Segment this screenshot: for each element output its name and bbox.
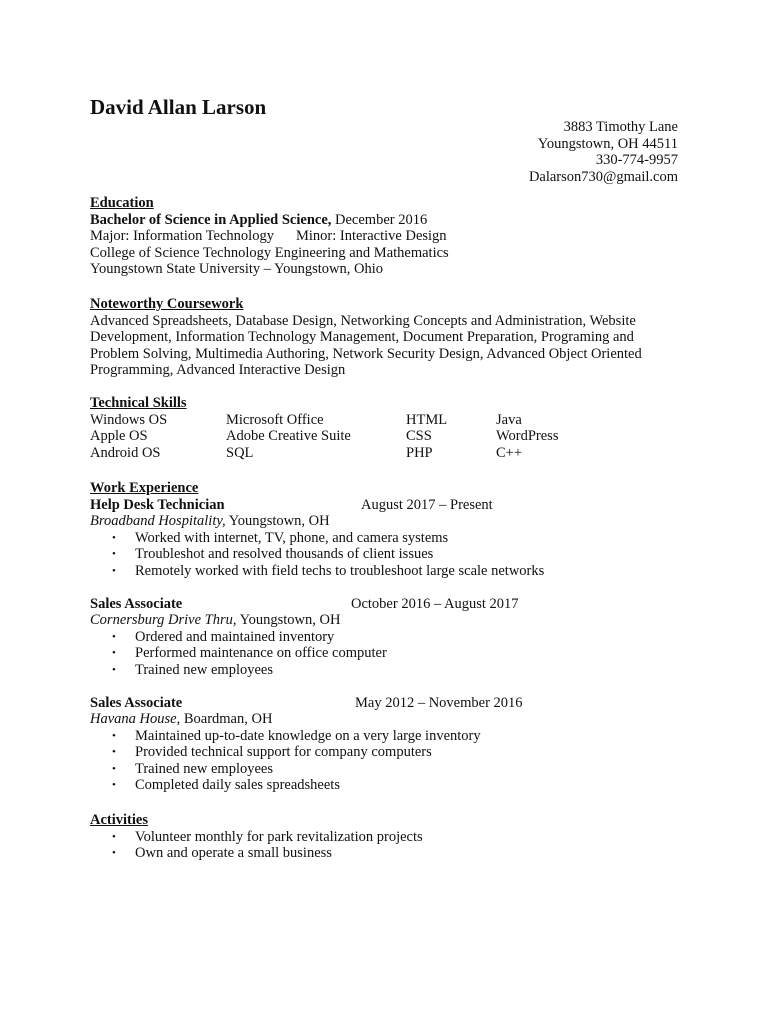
duty-text: Troubleshot and resolved thousands of client issues: [135, 546, 434, 562]
list-item: [90, 845, 680, 862]
email-address: Dalarson730@gmail.com: [528, 168, 678, 185]
university-name: Youngstown State University – Youngstown, Ohio: [90, 261, 383, 277]
minor: Minor: Interactive Design: [295, 228, 447, 244]
address-line-1: 3883 Timothy Lane: [563, 119, 678, 135]
job-header: [90, 596, 680, 613]
bullet-icon: •: [112, 564, 116, 577]
job-location: , Boardman, OH: [176, 711, 273, 727]
degree-name: Bachelor of Science in Applied Science,: [90, 211, 332, 228]
bullet-icon: •: [112, 847, 116, 859]
skill-item: Java: [496, 411, 522, 428]
skills-col-software: [226, 412, 351, 462]
degree-date: December 2016: [331, 211, 428, 228]
skill-item: WordPress: [496, 428, 559, 444]
address-line-2: Youngstown, OH 44511: [537, 135, 678, 152]
skill-item: Apple OS: [90, 428, 148, 444]
job-duties: [90, 629, 680, 679]
bullet-icon: •: [112, 647, 116, 659]
duty-text: Remotely worked with field techs to troubleshoot large scale networks: [135, 562, 545, 579]
job-header: [90, 695, 680, 712]
bullet-icon: •: [112, 779, 116, 791]
job-company: Broadband Hospitality,: [90, 513, 226, 529]
activities-section: [90, 812, 680, 862]
skill-item: HTML: [406, 411, 448, 428]
duty-text: Provided technical support for company computers: [135, 744, 432, 760]
skill-item: PHP: [406, 444, 433, 461]
coursework-section: [90, 296, 680, 379]
skill-item: Windows OS: [90, 411, 168, 428]
job-location: Youngstown, OH: [225, 513, 330, 529]
experience-section: [90, 480, 680, 794]
job-entry: [90, 695, 680, 794]
activities-heading: Activities: [90, 812, 148, 828]
list-item: [90, 645, 680, 662]
skill-item: Android OS: [90, 444, 161, 461]
bullet-icon: •: [112, 548, 116, 560]
education-heading: Education: [90, 195, 154, 211]
list-item: [90, 728, 680, 745]
bullet-icon: •: [112, 663, 116, 676]
list-item: [90, 829, 680, 846]
bullet-icon: •: [112, 830, 116, 843]
contact-block: [529, 119, 678, 185]
activity-text: Own and operate a small business: [135, 845, 332, 861]
activity-text: Volunteer monthly for park revitalization projects: [135, 828, 423, 845]
skill-item: Microsoft Office: [226, 411, 324, 428]
job-dates: May 2012 – November 2016: [355, 694, 523, 711]
duty-text: Trained new employees: [135, 661, 273, 678]
skill-item: C++: [496, 444, 523, 461]
skill-item: SQL: [226, 444, 254, 461]
degree-line: [90, 212, 680, 229]
job-company: Havana House: [90, 711, 177, 727]
job-dates: August 2017 – Present: [361, 496, 493, 513]
list-item: [90, 744, 680, 761]
college-name: College of Science Technology Engineering and Mathematics: [90, 244, 449, 261]
duty-text: Maintained up-to-date knowledge on a very large inventory: [135, 727, 481, 744]
job-company-line: [90, 711, 680, 728]
job-header: [90, 497, 680, 514]
duty-text: Trained new employees: [135, 760, 273, 777]
job-company: Cornersburg Drive Thru,: [90, 612, 237, 628]
coursework-text: Advanced Spreadsheets, Database Design, Networking Concepts and Administration, Website Development, Information Technology Management, Document Preparation, Programing and Problem Solving, Multimedia Authoring, Network Security Design, Advanced Object Oriented Programming, Advanced Interactive Design: [90, 312, 642, 378]
bullet-icon: •: [112, 746, 116, 758]
activities-list: [90, 829, 680, 862]
list-item: [90, 546, 680, 563]
job-title: Sales Associate: [90, 595, 183, 612]
job-location: Youngstown, OH: [236, 612, 341, 628]
bullet-icon: •: [112, 729, 116, 742]
skills-col-web: [406, 412, 447, 462]
bullet-icon: •: [112, 630, 116, 643]
skills-grid: [90, 412, 680, 462]
skill-item: CSS: [406, 428, 432, 444]
job-dates: October 2016 – August 2017: [351, 595, 519, 612]
list-item: [90, 530, 680, 547]
skill-item: Adobe Creative Suite: [226, 428, 351, 444]
major: Major: Information Technology: [90, 228, 274, 244]
skills-col-os: [90, 412, 167, 462]
duty-text: Worked with internet, TV, phone, and camera systems: [135, 529, 449, 546]
duty-text: Ordered and maintained inventory: [135, 628, 335, 645]
resume-name: David Allan Larson: [90, 95, 267, 119]
bullet-icon: •: [112, 762, 116, 775]
job-title: Sales Associate: [90, 694, 183, 711]
skills-section: [90, 395, 680, 462]
list-item: [90, 662, 680, 679]
list-item: [90, 761, 680, 778]
duty-text: Performed maintenance on office computer: [135, 645, 387, 661]
job-company-line: [90, 612, 680, 629]
major-minor-line: [90, 228, 680, 245]
bullet-icon: •: [112, 531, 116, 544]
list-item: [90, 629, 680, 646]
experience-heading: Work Experience: [90, 480, 199, 496]
skills-col-languages: [496, 412, 558, 462]
job-title: Help Desk Technician: [90, 496, 225, 513]
job-company-line: [90, 513, 680, 530]
phone-number: 330-774-9957: [595, 152, 678, 168]
job-entry: [90, 596, 680, 679]
job-duties: [90, 728, 680, 794]
skills-heading: Technical Skills: [90, 395, 187, 411]
list-item: [90, 563, 680, 580]
education-section: [90, 195, 680, 278]
job-duties: [90, 530, 680, 580]
list-item: [90, 777, 680, 794]
job-entry: [90, 497, 680, 580]
coursework-heading: Noteworthy Coursework: [90, 296, 244, 312]
duty-text: Completed daily sales spreadsheets: [135, 777, 340, 793]
